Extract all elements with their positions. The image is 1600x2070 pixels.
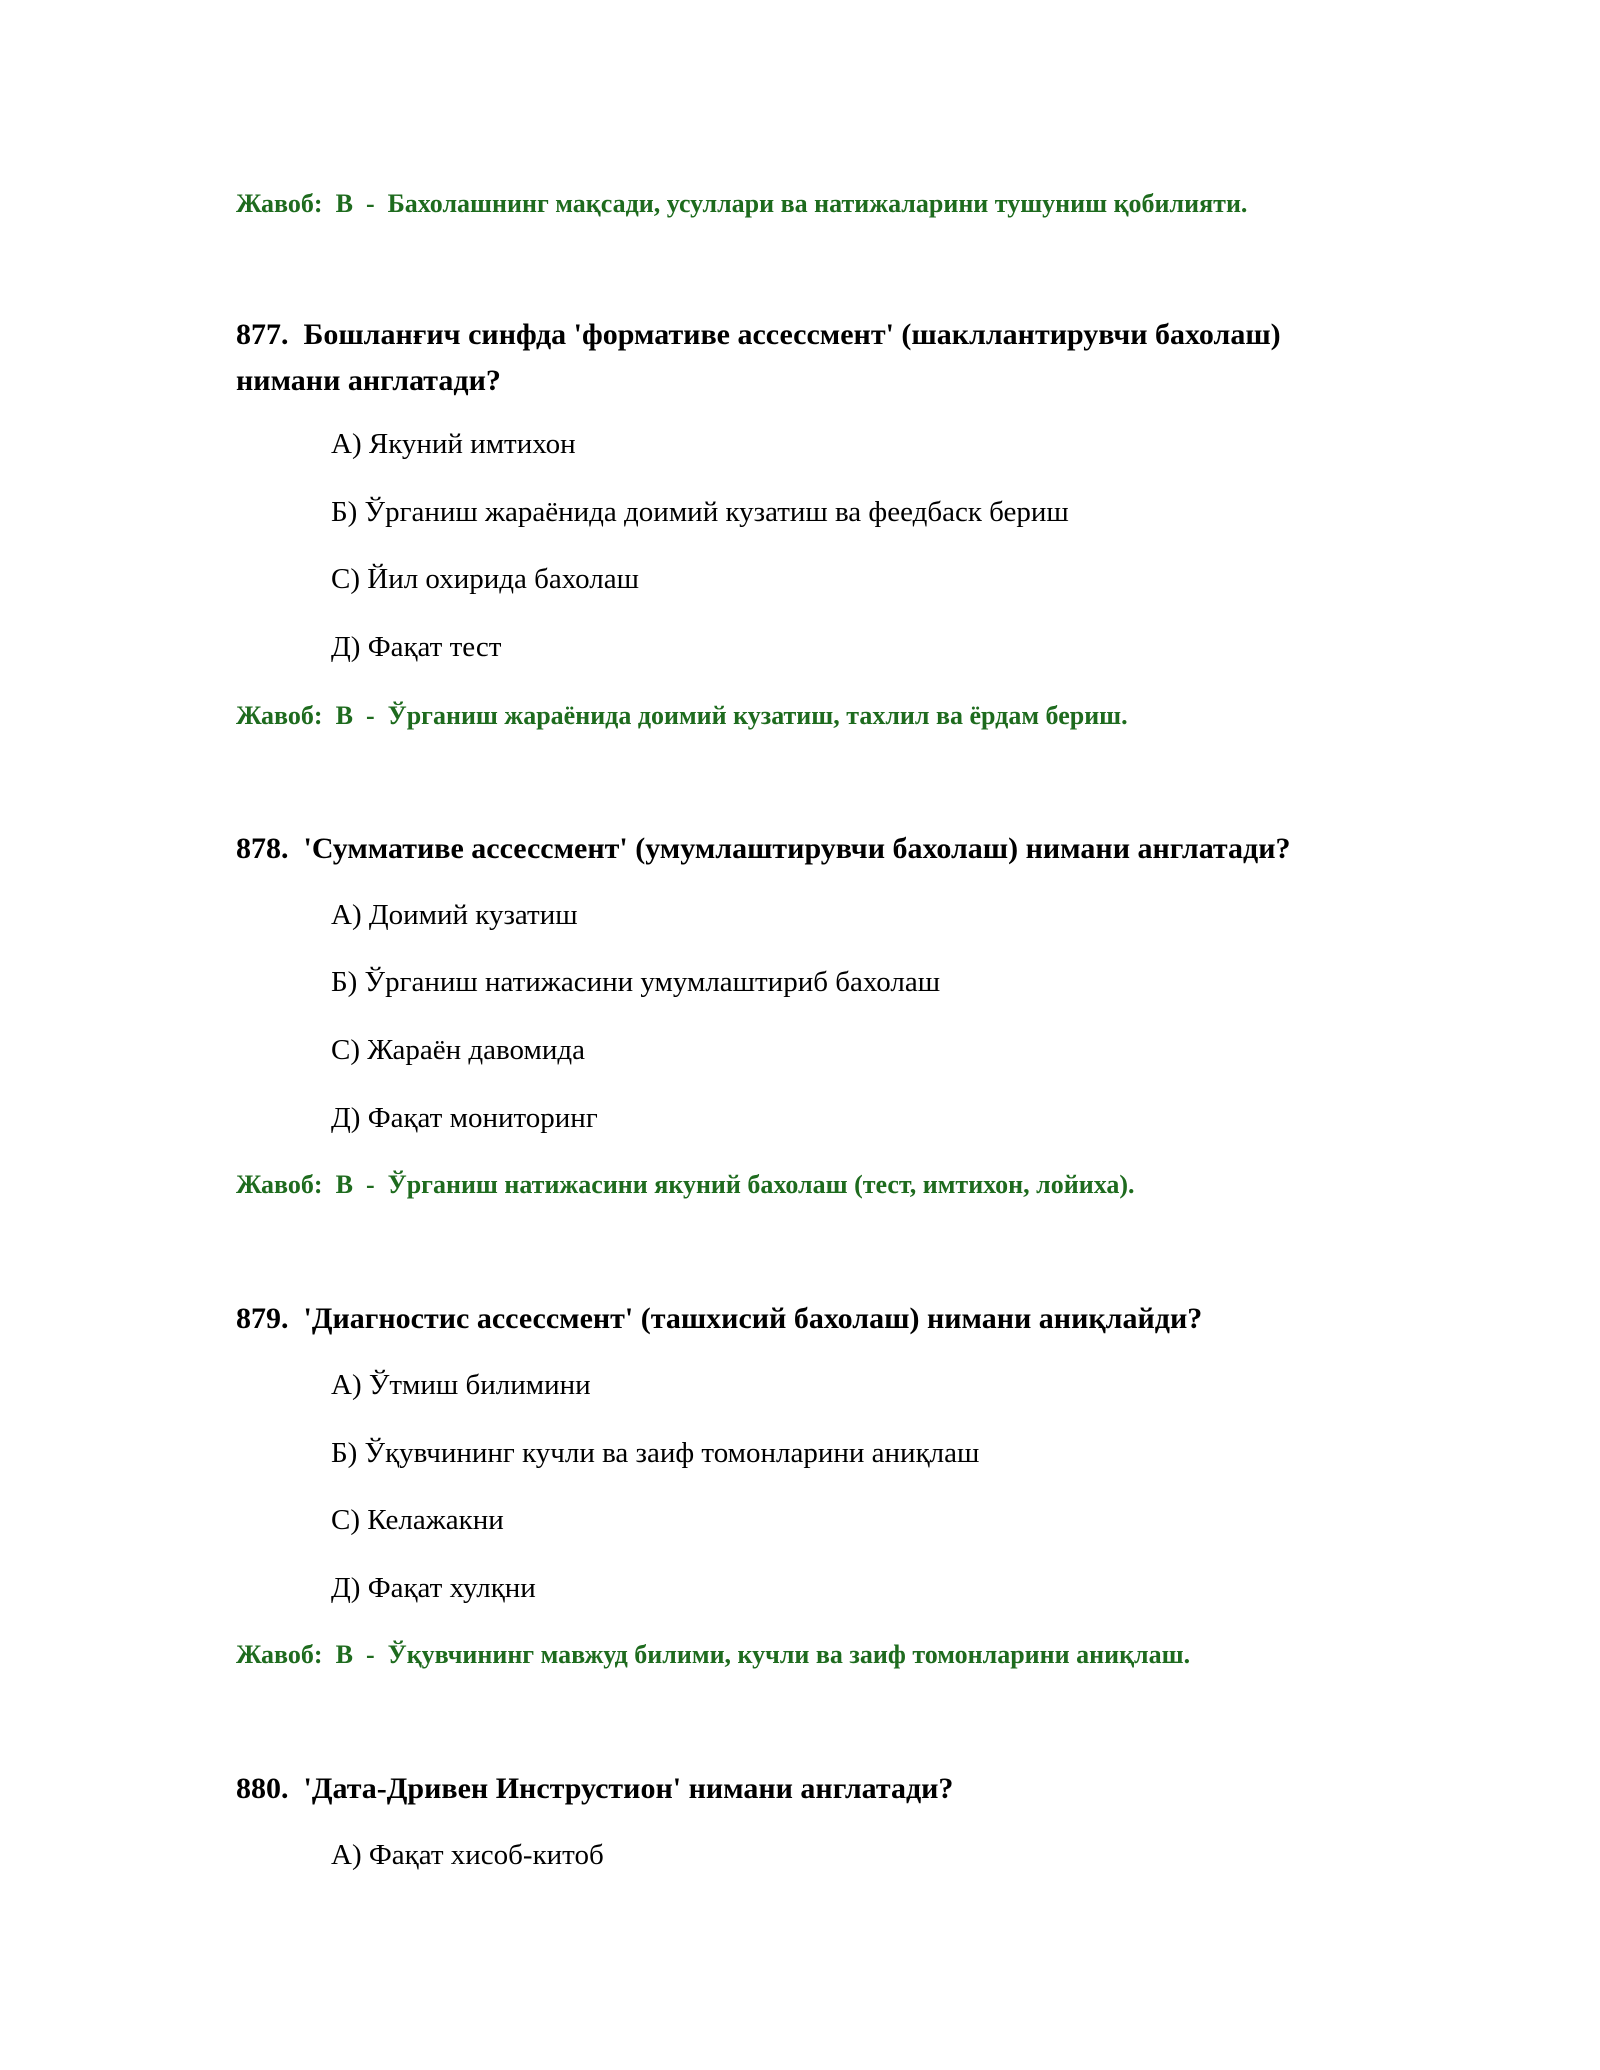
- answer-text: Бахолашнинг мақсади, усуллари ва натижаларини тушуниш қобилияти.: [387, 189, 1248, 218]
- option-d: Д) Фақат тест: [331, 631, 502, 663]
- answer-dash: -: [365, 1640, 375, 1669]
- question-text: Бошланғич синфда 'формативе ассессмент' (шакллантирувчи бахолаш) нимани англатади?: [236, 318, 1281, 397]
- answer-prefix: Жавоб:: [236, 1170, 323, 1199]
- answer-letter: В: [335, 701, 353, 730]
- option-a: А) Якуний имтихон: [331, 428, 576, 460]
- answer-prefix: Жавоб:: [236, 1640, 323, 1669]
- question-number: 878.: [236, 832, 289, 865]
- question-text: 'Суммативе ассессмент' (умумлаштирувчи бахолаш) нимани англатади?: [303, 832, 1291, 865]
- option-b: Б) Ўқувчининг кучли ва заиф томонларини аниқлаш: [331, 1437, 980, 1469]
- answer-letter: В: [335, 189, 353, 218]
- answer-line: [236, 1638, 1190, 1672]
- option-b: Б) Ўрганиш натижасини умумлаштириб бахолаш: [331, 966, 941, 998]
- answer-prefix: Жавоб:: [236, 189, 323, 218]
- option-c: С) Жараён давомида: [331, 1034, 585, 1066]
- option-b: Б) Ўрганиш жараёнида доимий кузатиш ва феедбаск бериш: [331, 496, 1069, 528]
- question-text: 'Диагностис ассессмент' (ташхисий бахолаш) нимани аниқлайди?: [303, 1302, 1203, 1335]
- answer-text: Ўрганиш натижасини якуний бахолаш (тест, имтихон, лойиха).: [387, 1170, 1135, 1199]
- question-880: [236, 1766, 1386, 1812]
- option-c: С) Йил охирида бахолаш: [331, 563, 639, 595]
- answer-dash: -: [365, 189, 375, 218]
- option-c: С) Келажакни: [331, 1504, 504, 1536]
- option-a: А) Фақат хисоб-китоб: [331, 1839, 604, 1871]
- question-878: [236, 826, 1386, 872]
- answer-text: Ўқувчининг мавжуд билими, кучли ва заиф томонларини аниқлаш.: [387, 1640, 1191, 1669]
- question-number: 880.: [236, 1772, 289, 1805]
- answer-dash: -: [365, 701, 375, 730]
- option-a: А) Доимий кузатиш: [331, 899, 578, 931]
- question-text: 'Дата-Дривен Инструстион' нимани англатади?: [303, 1772, 954, 1805]
- question-877: [236, 312, 1386, 404]
- answer-letter: В: [335, 1170, 353, 1199]
- option-d: Д) Фақат хулқни: [331, 1572, 536, 1604]
- answer-line: [236, 699, 1128, 733]
- answer-text: Ўрганиш жараёнида доимий кузатиш, тахлил ва ёрдам бериш.: [387, 701, 1128, 730]
- option-a: А) Ўтмиш билимини: [331, 1369, 591, 1401]
- answer-line: [236, 1168, 1135, 1202]
- answer-dash: -: [365, 1170, 375, 1199]
- question-879: [236, 1296, 1386, 1342]
- option-d: Д) Фақат мониторинг: [331, 1102, 598, 1134]
- question-number: 877.: [236, 318, 289, 351]
- question-number: 879.: [236, 1302, 289, 1335]
- answer-line: [236, 187, 1247, 221]
- answer-letter: В: [335, 1640, 353, 1669]
- answer-prefix: Жавоб:: [236, 701, 323, 730]
